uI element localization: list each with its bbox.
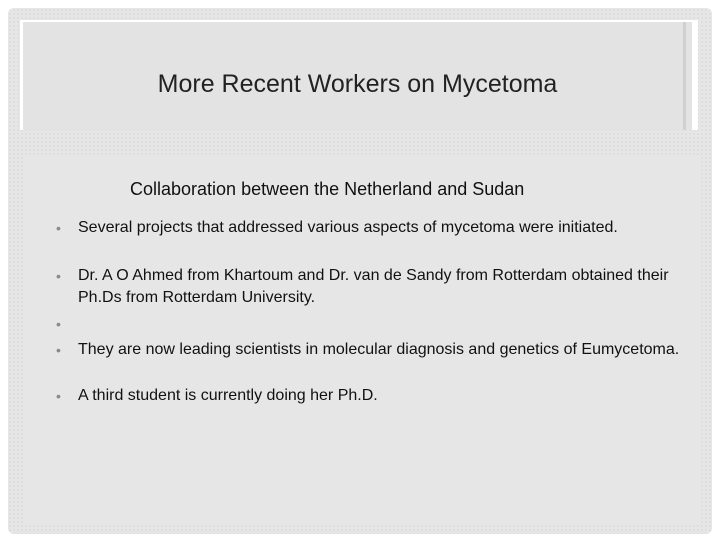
bullet-item [56,385,696,407]
bullet-item-empty [56,313,696,335]
content-placeholder [24,155,700,523]
bullet-text: A third student is currently doing her Ph.D. [78,387,378,404]
bullet-dot-icon: • [56,316,61,332]
bullet-item [56,265,696,309]
bullet-dot-icon: • [56,388,61,404]
title-placeholder [20,20,698,130]
bullet-item [56,339,696,361]
bullet-text: Dr. A O Ahmed from Khartoum and Dr. van de Sandy from Rotterdam obtained their Ph.Ds from Rotterdam University. [78,267,669,306]
slide-title: More Recent Workers on Mycetoma [157,70,558,98]
bullet-dot-icon: • [56,342,61,358]
bullet-item [56,217,696,239]
slide-subtitle: Collaboration between the Netherland and Sudan [130,179,525,199]
bullet-dot-icon: • [56,220,61,236]
bullet-text: Several projects that addressed various aspects of mycetoma were initiated. [78,219,618,236]
bullet-dot-icon: • [56,268,61,284]
bullet-list [56,217,696,407]
bullet-text: They are now leading scientists in molecular diagnosis and genetics of Eumycetoma. [78,341,680,358]
